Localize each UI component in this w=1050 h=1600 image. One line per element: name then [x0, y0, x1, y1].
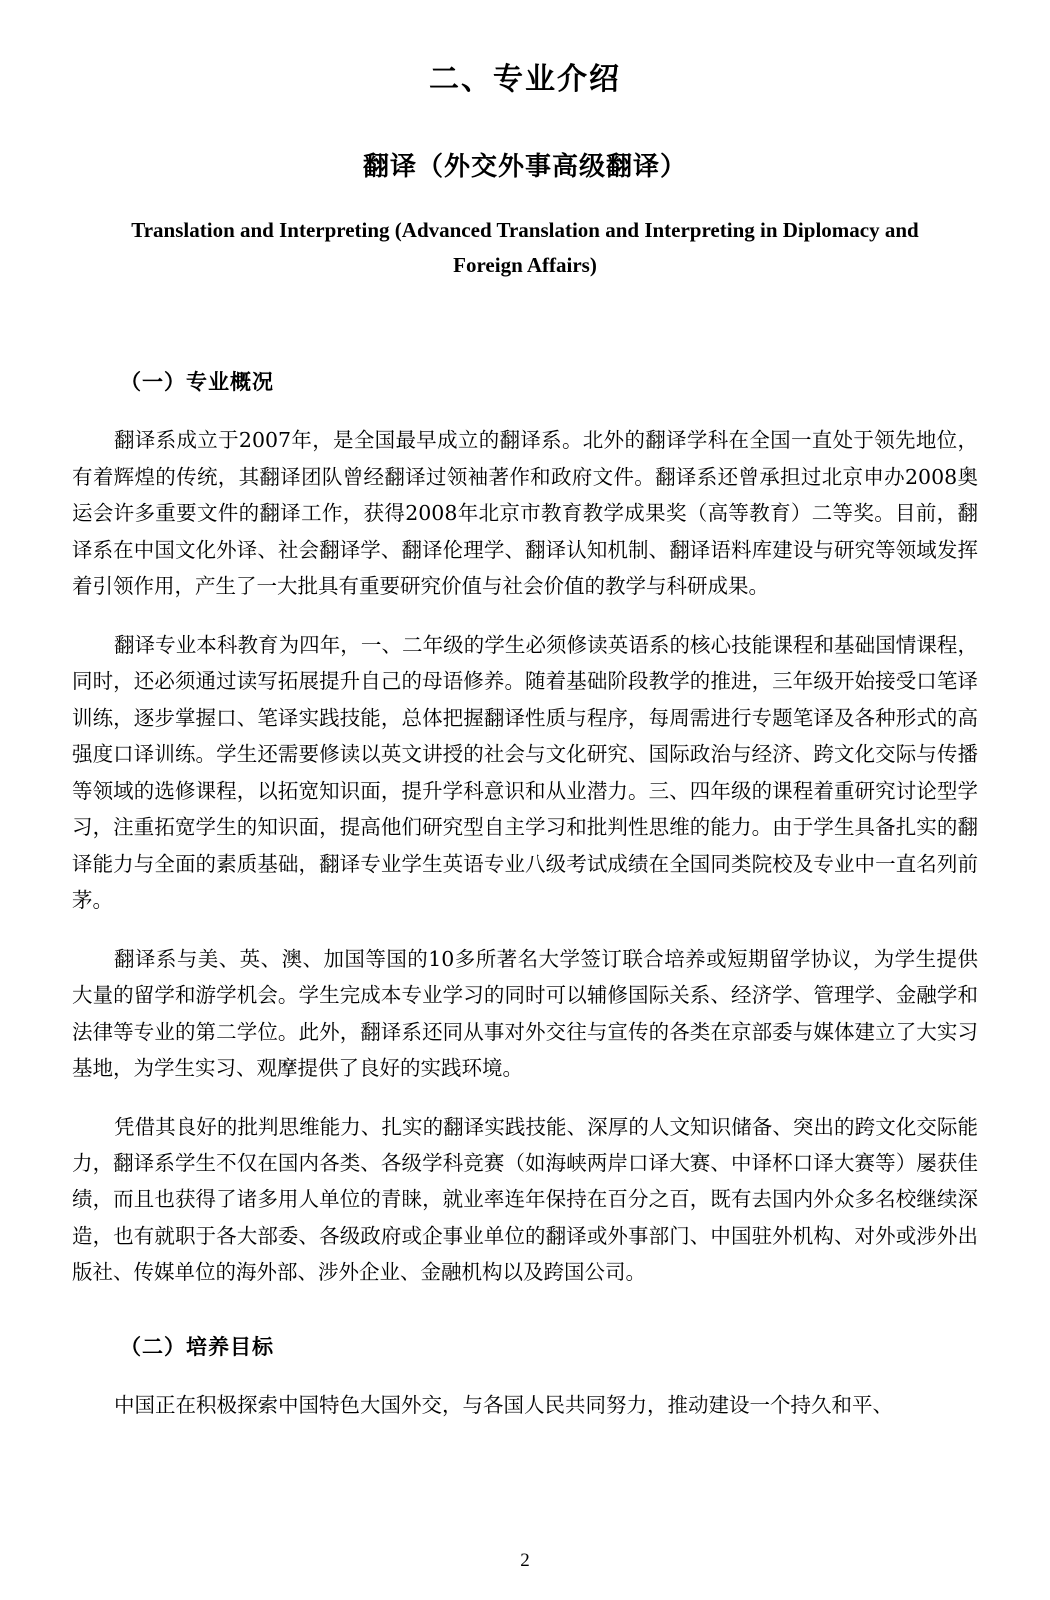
chapter-heading: 二、专业介绍: [429, 62, 621, 97]
paragraph: 翻译专业本科教育为四年，一、二年级的学生必须修读英语系的核心技能课程和基础国情课程，同时，还必须通过读写拓展提升自己的母语修养。随着基础阶段教学的推进，三年级开始接受口笔译训练，逐步掌握口、笔译实践技能，总体把握翻译性质与程序，每周需进行专题笔译及各种形式的高强度口译训练。学生还需要修读以英文讲授的社会与文化研究、国际政治与经济、跨文化交际与传播等领域的选修课程，以拓宽知识面，提升学科意识和从业潜力。三、四年级的课程着重研究讨论型学习，注重拓宽学生的知识面，提高他们研究型自主学习和批判性思维的能力。由于学生具备扎实的翻译能力与全面的素质基础，翻译专业学生英语专业八级考试成绩在全国同类院校及专业中一直名列前茅。: [72, 632, 978, 913]
section-heading-objectives: （二）培养目标: [120, 1333, 274, 1359]
section-objectives: [72, 1331, 978, 1423]
paragraph: 凭借其良好的批判思维能力、扎实的翻译实践技能、深厚的人文知识储备、突出的跨文化交际能力，翻译系学生不仅在国内各类、各级学科竞赛（如海峡两岸口译大赛、中译杯口译大赛等）屡获佳绩，而且也获得了诸多用人单位的青睐，就业率连年保持在百分之百，既有去国内外众多名校继续深造，也有就职于各大部委、各级政府或企事业单位的翻译或外事部门、中国驻外机构、对外或涉外出版社、传媒单位的海外部、涉外企业、金融机构以及跨国公司。: [72, 1114, 978, 1285]
section-overview: [72, 366, 978, 1291]
program-title-chinese: 翻译（外交外事高级翻译）: [362, 152, 687, 182]
page-number: 2: [520, 1550, 530, 1571]
section-heading-overview: （一）专业概况: [120, 369, 274, 395]
paragraph: 中国正在积极探索中国特色大国外交，与各国人民共同努力，推动建设一个持久和平、: [114, 1392, 893, 1417]
paragraph: 翻译系成立于2007年，是全国最早成立的翻译系。北外的翻译学科在全国一直处于领先地位，有着辉煌的传统，其翻译团队曾经翻译过领袖著作和政府文件。翻译系还曾承担过北京申办2008奥运会许多重要文件的翻译工作，获得2008年北京市教育教学成果奖（高等教育）二等奖。目前，翻译系在中国文化外译、社会翻译学、翻译伦理学、翻译认知机制、翻译语料库建设与研究等领域发挥着引领作用，产生了一大批具有重要研究价值与社会价值的教学与科研成果。: [72, 428, 978, 599]
paragraph: 翻译系与美、英、澳、加国等国的10多所著名大学签订联合培养或短期留学协议，为学生提供大量的留学和游学机会。学生完成本专业学习的同时可以辅修国际关系、经济学、管理学、金融学和法律等专业的第二学位。此外，翻译系还同从事对外交往与宣传的各类在京部委与媒体建立了大实习基地，为学生实习、观摩提供了良好的实践环境。: [72, 946, 978, 1081]
program-title-english: Translation and Interpreting (Advanced Translation and Interpreting in Diplomacy and Foreign Affairs): [131, 218, 919, 277]
